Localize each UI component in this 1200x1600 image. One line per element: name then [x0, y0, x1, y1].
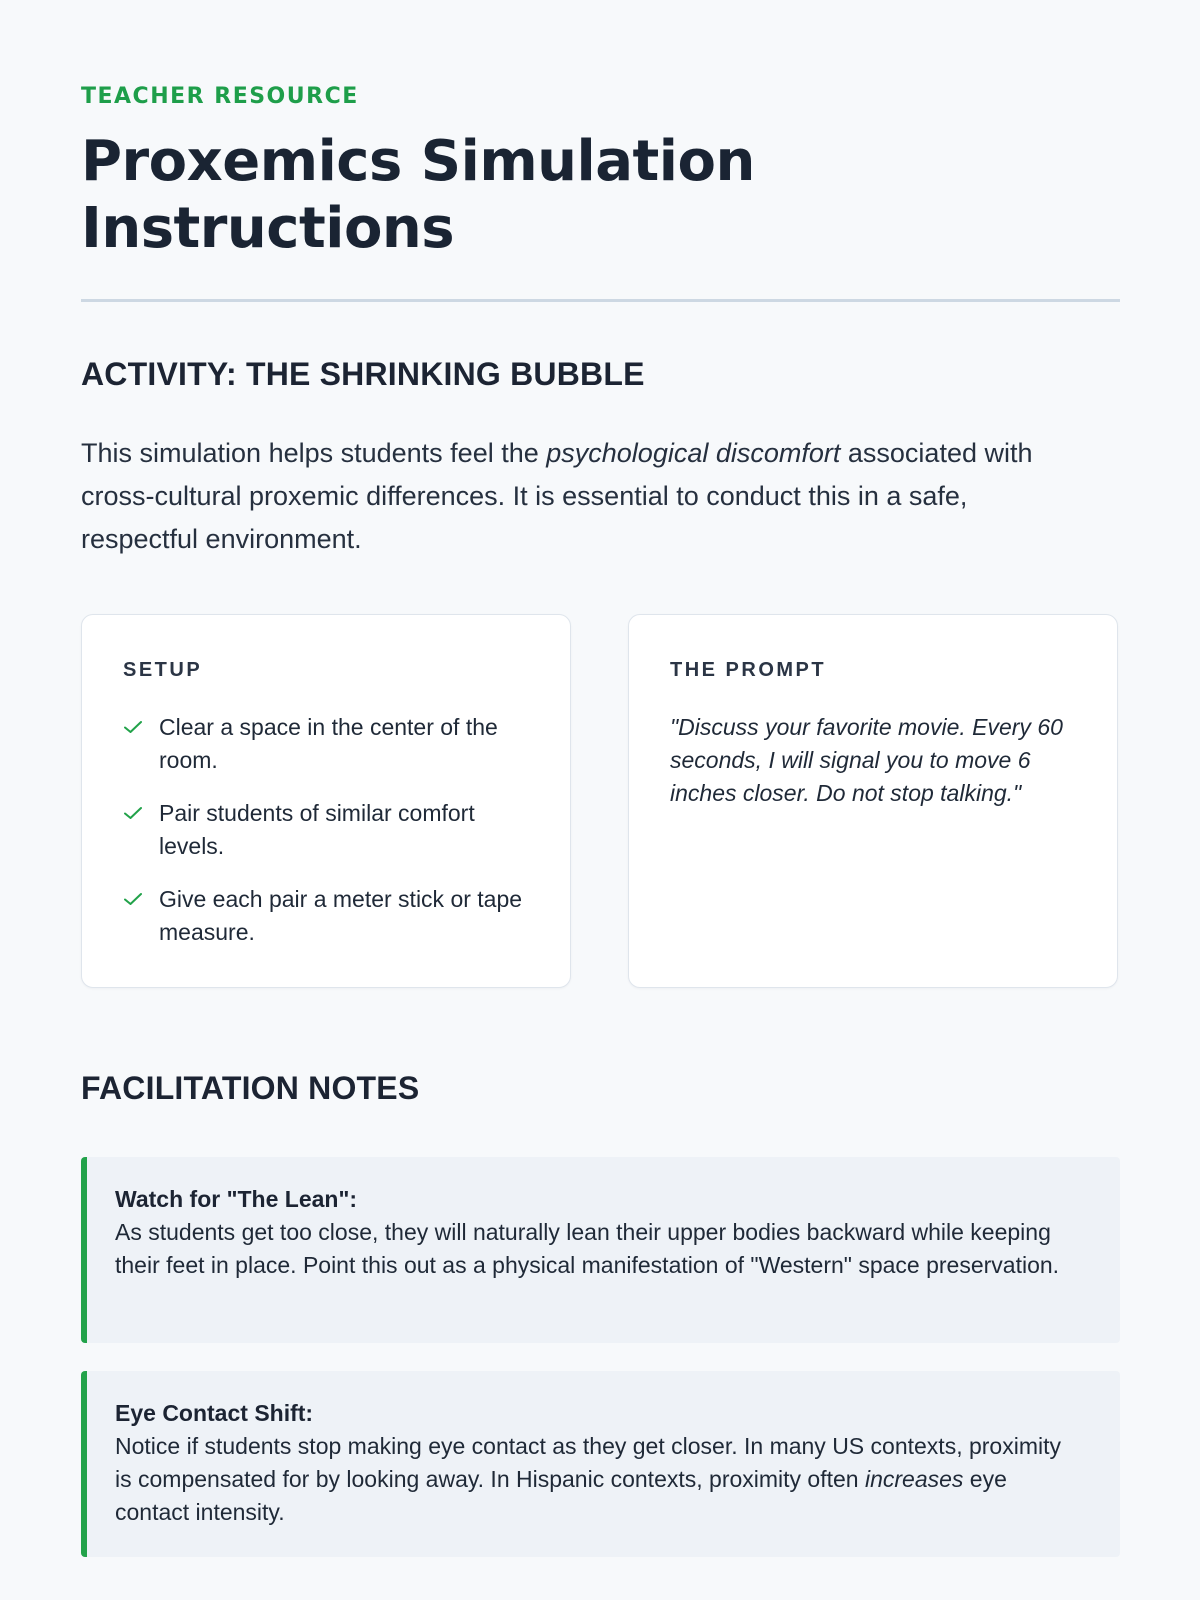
- note-body: As students get too close, they will naturally lean their upper bodies backward while keeping their feet in place. Point this out as a physical manifestation of "Western" space preservation.: [115, 1219, 1060, 1278]
- facilitation-note: [81, 1371, 1120, 1557]
- title-divider: [81, 299, 1120, 302]
- facilitation-heading: FACILITATION NOTES: [81, 1070, 420, 1106]
- facilitation-note: [81, 1157, 1120, 1343]
- prompt-card: [628, 614, 1118, 988]
- intro-emphasis: psychological discomfort: [546, 438, 841, 468]
- intro-text-end: associated with cross-cultural proxemic differences. It is essential to conduct this in a safe, respectful environment.: [81, 438, 1033, 554]
- note-body-end: eye contact intensity.: [115, 1466, 1007, 1525]
- check-icon: [123, 892, 143, 906]
- note-title: Eye Contact Shift:: [115, 1400, 314, 1426]
- resource-eyebrow: TEACHER RESOURCE: [81, 84, 359, 109]
- prompt-quote: "Discuss your favorite movie. Every 60 seconds, I will signal you to move 6 inches closer. Do not stop talking.": [670, 714, 1063, 806]
- setup-list-item: [123, 797, 533, 863]
- activity-intro: [81, 432, 1081, 561]
- page-title: Proxemics Simulation Instructions: [81, 129, 755, 261]
- setup-card-label: SETUP: [123, 659, 203, 681]
- note-body-start: Notice if students stop making eye contact as they get closer. In many US contexts, proximity is compensated for by looking away. In Hispanic contexts, proximity often: [115, 1433, 1061, 1492]
- check-icon: [123, 720, 143, 734]
- setup-item-text: Give each pair a meter stick or tape measure.: [159, 886, 523, 945]
- note-title: Watch for "The Lean":: [115, 1186, 358, 1212]
- intro-text-start: This simulation helps students feel the: [81, 438, 547, 468]
- check-icon: [123, 806, 143, 820]
- activity-heading: ACTIVITY: THE SHRINKING BUBBLE: [81, 356, 645, 392]
- setup-item-text: Clear a space in the center of the room.: [159, 714, 498, 773]
- prompt-card-label: THE PROMPT: [670, 659, 827, 681]
- note-body: [115, 1430, 1080, 1529]
- setup-card: [81, 614, 571, 988]
- setup-item-text: Pair students of similar comfort levels.: [159, 800, 475, 859]
- setup-checklist: [123, 711, 533, 969]
- setup-list-item: [123, 711, 533, 777]
- setup-list-item: [123, 883, 533, 949]
- note-body-emphasis: increases: [864, 1466, 964, 1492]
